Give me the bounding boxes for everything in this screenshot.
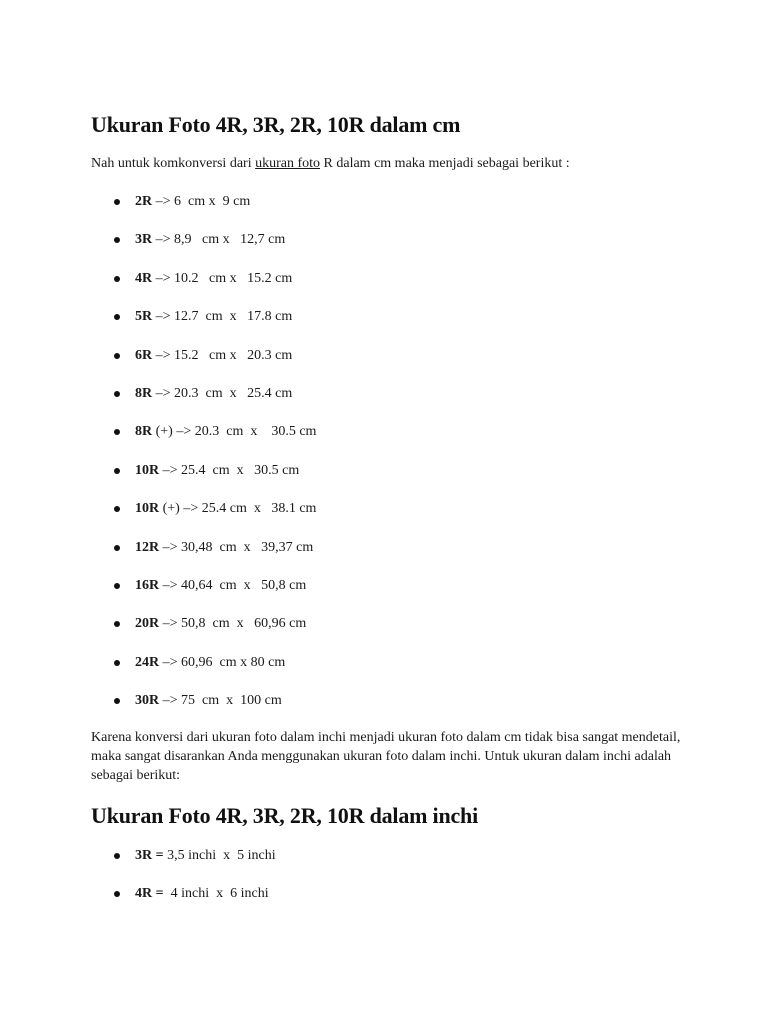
size-dimensions: –> 8,9 cm x 12,7 cm <box>152 232 286 248</box>
list-item-text <box>135 653 285 673</box>
size-dimensions: –> 75 cm x 100 cm <box>159 693 282 709</box>
size-code: 4R = <box>135 886 164 902</box>
size-dimensions: –> 20.3 cm x 25.4 cm <box>152 386 293 401</box>
size-dimensions: –> 15.2 cm x 20.3 cm <box>152 347 293 363</box>
size-dimensions: –> 12.7 cm x 17.8 cm <box>152 309 293 325</box>
size-dimensions: –> 50,8 cm x 60,96 cm <box>159 616 307 632</box>
size-code: 6R <box>135 347 153 363</box>
bullet-icon <box>114 621 120 627</box>
size-dimensions: 4 inchi x 6 inchi <box>163 886 269 902</box>
size-code: 4R <box>135 270 153 286</box>
list-item-text <box>135 846 276 866</box>
conversion-note: Karena konversi dari ukuran foto dalam inchi menjadi ukuran foto dalam cm tidak bisa sangat mendetail, maka sangat disarankan Anda menggunakan ukuran foto dalam inchi. Untuk ukuran dalam inchi adalah sebagai berikut: <box>91 730 681 783</box>
size-code: 12R <box>135 539 160 555</box>
bullet-icon <box>114 353 120 359</box>
bullet-icon <box>114 468 120 474</box>
heading-inchi: Ukuran Foto 4R, 3R, 2R, 10R dalam inchi <box>91 803 479 828</box>
bullet-icon <box>114 583 120 589</box>
list-item-text <box>135 461 299 481</box>
size-code: 24R <box>135 654 160 670</box>
bullet-icon <box>114 660 120 666</box>
intro-text-before: Nah untuk komkonversi dari <box>91 156 256 171</box>
list-item-text <box>135 576 306 596</box>
bullet-icon <box>114 237 120 243</box>
intro-text-after: R dalam cm maka menjadi sebagai berikut : <box>320 156 570 171</box>
size-dimensions: 3,5 inchi x 5 inchi <box>163 848 276 863</box>
size-code: 30R <box>135 693 160 709</box>
size-code: 10R <box>135 462 160 478</box>
size-dimensions: –> 10.2 cm x 15.2 cm <box>152 270 293 286</box>
list-item-text <box>135 614 306 634</box>
list-item-text <box>135 269 292 289</box>
bullet-icon <box>114 391 120 397</box>
list-item-text <box>135 884 269 904</box>
bullet-icon <box>114 429 120 435</box>
size-dimensions: –> 25.4 cm x 30.5 cm <box>159 462 300 478</box>
bullet-icon <box>114 276 120 282</box>
bullet-icon <box>114 199 120 205</box>
list-item-text <box>135 307 292 327</box>
bullet-icon <box>114 545 120 551</box>
bullet-icon <box>114 506 120 512</box>
list-item-text <box>135 499 316 519</box>
bullet-icon <box>114 891 120 897</box>
bullet-icon <box>114 698 120 704</box>
size-code: 3R <box>135 232 153 248</box>
list-item-text <box>135 538 313 558</box>
bullet-icon <box>114 853 120 859</box>
size-code: 20R <box>135 616 160 632</box>
intro-paragraph <box>91 154 570 174</box>
size-dimensions: –> 6 cm x 9 cm <box>152 194 251 209</box>
size-dimensions: –> 60,96 cm x 80 cm <box>159 654 286 670</box>
size-code: 2R <box>135 194 153 209</box>
size-dimensions: –> 40,64 cm x 50,8 cm <box>159 578 307 593</box>
size-code: 10R <box>135 501 160 517</box>
size-dimensions: –> 30,48 cm x 39,37 cm <box>159 539 314 555</box>
list-item-text <box>135 691 282 711</box>
size-code: 5R <box>135 309 153 325</box>
size-dimensions: (+) –> 20.3 cm x 30.5 cm <box>152 424 317 440</box>
size-code: 8R <box>135 424 153 440</box>
list-item-text <box>135 192 250 212</box>
size-code: 3R = <box>135 848 164 863</box>
size-code: 8R <box>135 386 153 401</box>
size-dimensions: (+) –> 25.4 cm x 38.1 cm <box>159 501 317 517</box>
list-item-text <box>135 346 292 366</box>
heading-cm: Ukuran Foto 4R, 3R, 2R, 10R dalam cm <box>91 112 461 137</box>
list-item-text <box>135 384 292 404</box>
size-code: 16R <box>135 578 160 593</box>
ukuran-foto-link[interactable]: ukuran foto <box>255 156 321 171</box>
list-item-text <box>135 422 316 442</box>
list-item-text <box>135 230 285 250</box>
bullet-icon <box>114 314 120 320</box>
